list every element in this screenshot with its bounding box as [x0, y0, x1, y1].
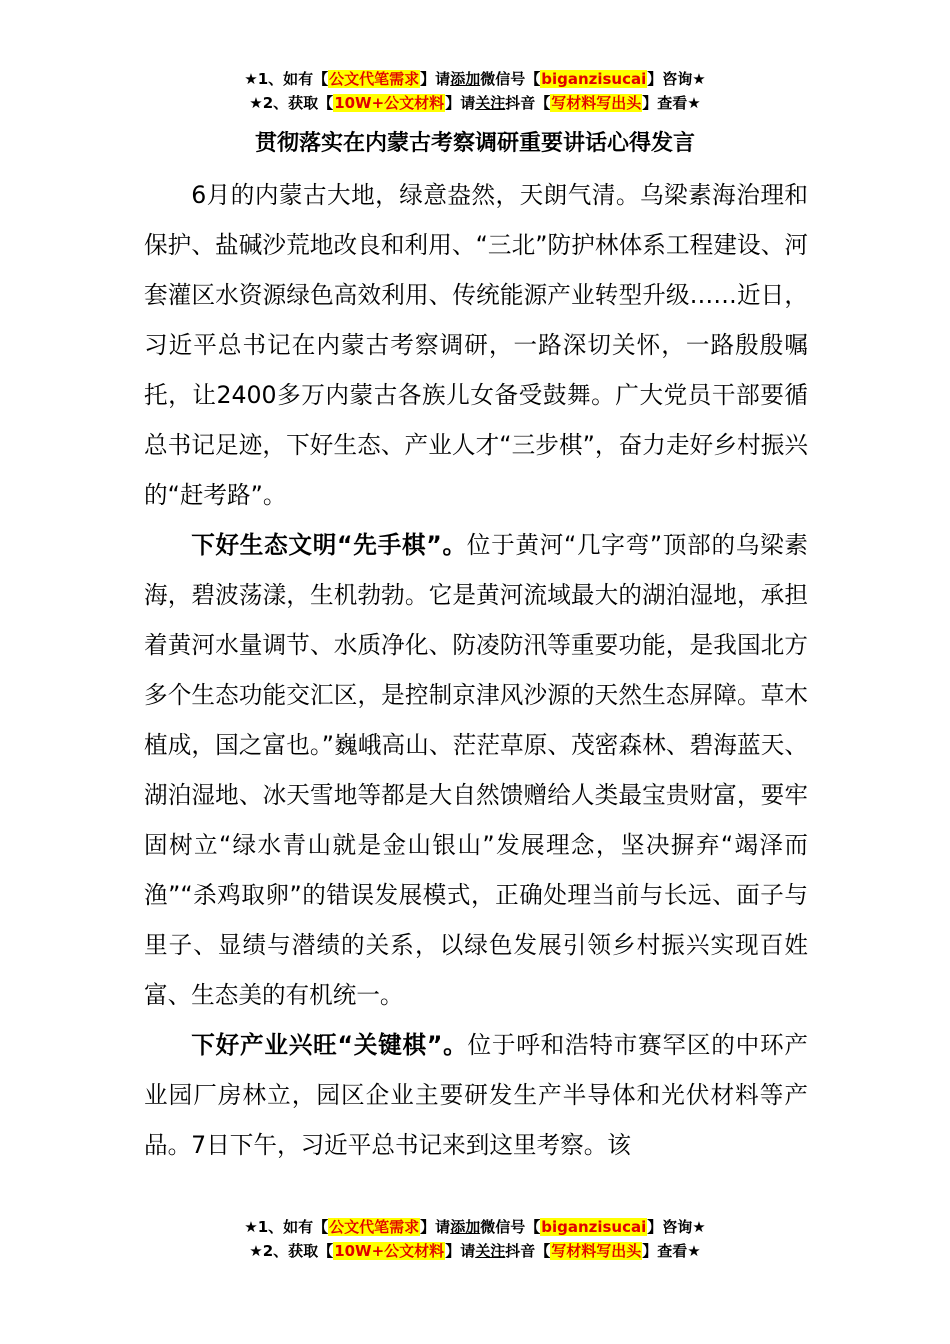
- notice-line-2: [0, 92, 950, 116]
- footer-notice-2-underlined: 关注: [475, 1242, 506, 1260]
- paragraph-intro: [144, 170, 808, 520]
- paragraph-ecology-text: 位于黄河“几字弯”顶部的乌梁素海，碧波荡漾，生机勃勃。它是黄河流域最大的湖泊湿地，承担着黄河水量调节、水质净化、防凌防汛等重要功能，是我国北方多个生态功能交汇区，是控制京津风沙源的天然生态屏障。草木植成，国之富也。”巍峨高山、茫茫草原、茂密森林、碧海蓝天、湖泊湿地、冰天雪地等都是大自然馈赠给人类最宝贵财富，要牢固树立“绿水青山就是金山银山”发展理念，坚决摒弃“竭泽而渔”“杀鸡取卵”的错误发展模式，正确处理当前与长远、面子与里子、显绩与潜绩的关系，以绿色发展引领乡村振兴实现百姓富、生态美的有机统一。: [144, 531, 808, 1009]
- footer-notice-2-mid: 】请: [445, 1242, 476, 1260]
- footer-notice-2-suffix: 】查看★: [642, 1242, 701, 1260]
- paragraph-industry-heading: 下好产业兴旺“关键棋”。: [191, 1031, 468, 1059]
- notice-2-mid2: 抖音【: [505, 94, 551, 112]
- notice-1-highlight-wechat: biganzisucai: [541, 70, 647, 88]
- footer-notice-1-mid2: 微信号【: [480, 1218, 541, 1236]
- footer-notice-line-1: [0, 1216, 950, 1240]
- header-notice: [0, 68, 950, 116]
- paragraph-ecology-heading: 下好生态文明“先手棋”。: [191, 531, 467, 559]
- footer-notice-1-underlined: 添加: [450, 1218, 481, 1236]
- notice-2-suffix: 】查看★: [642, 94, 701, 112]
- paragraph-intro-text: 6月的内蒙古大地，绿意盎然，天朗气清。乌梁素海治理和保护、盐碱沙荒地改良和利用、“三北”防护林体系工程建设、河套灌区水资源绿色高效利用、传统能源产业转型升级……近日，习近平总书记在内蒙古考察调研，一路深切关怀，一路殷殷嘱托，让2400多万内蒙古各族儿女备受鼓舞。广大党员干部要循总书记足迹，下好生态、产业人才“三步棋”，奋力走好乡村振兴的“赶考路”。: [144, 181, 808, 509]
- notice-1-prefix: ★1、如有【: [244, 70, 329, 88]
- notice-1-underlined: 添加: [450, 70, 481, 88]
- notice-2-mid: 】请: [445, 94, 476, 112]
- footer-notice-1-mid: 】请: [420, 1218, 451, 1236]
- footer-notice-1-prefix: ★1、如有【: [244, 1218, 329, 1236]
- footer-notice-2-mid2: 抖音【: [505, 1242, 551, 1260]
- notice-2-highlight-materials: 10W+公文材料: [334, 94, 445, 112]
- notice-2-highlight-douyin: 写材料写出头: [551, 94, 642, 112]
- footer-notice-line-2: [0, 1240, 950, 1264]
- paragraph-industry-text: 位于呼和浩特市赛罕区的中环产业园厂房林立，园区企业主要研发生产半导体和光伏材料等产品。7日下午，习近平总书记来到这里考察。该: [144, 1031, 809, 1159]
- footer-notice-2-prefix: ★2、获取【: [249, 1242, 334, 1260]
- paragraph-ecology: [144, 520, 808, 1020]
- footer-notice-2-highlight-douyin: 写材料写出头: [551, 1242, 642, 1260]
- footer-notice-1-highlight-wechat: biganzisucai: [541, 1218, 647, 1236]
- notice-1-highlight-service: 公文代笔需求: [329, 70, 420, 88]
- footer-notice-1-suffix: 】咨询★: [647, 1218, 706, 1236]
- notice-1-suffix: 】咨询★: [647, 70, 706, 88]
- document-title: 贯彻落实在内蒙古考察调研重要讲话心得发言: [254, 131, 695, 156]
- notice-2-underlined: 关注: [475, 94, 506, 112]
- notice-1-mid: 】请: [420, 70, 451, 88]
- notice-1-mid2: 微信号【: [480, 70, 541, 88]
- document-body: [144, 170, 808, 1170]
- footer-notice: [0, 1216, 950, 1264]
- footer-notice-2-highlight-materials: 10W+公文材料: [334, 1242, 445, 1260]
- notice-2-prefix: ★2、获取【: [249, 94, 334, 112]
- footer-notice-1-highlight-service: 公文代笔需求: [329, 1218, 420, 1236]
- notice-line-1: [0, 68, 950, 92]
- paragraph-industry: [144, 1020, 808, 1170]
